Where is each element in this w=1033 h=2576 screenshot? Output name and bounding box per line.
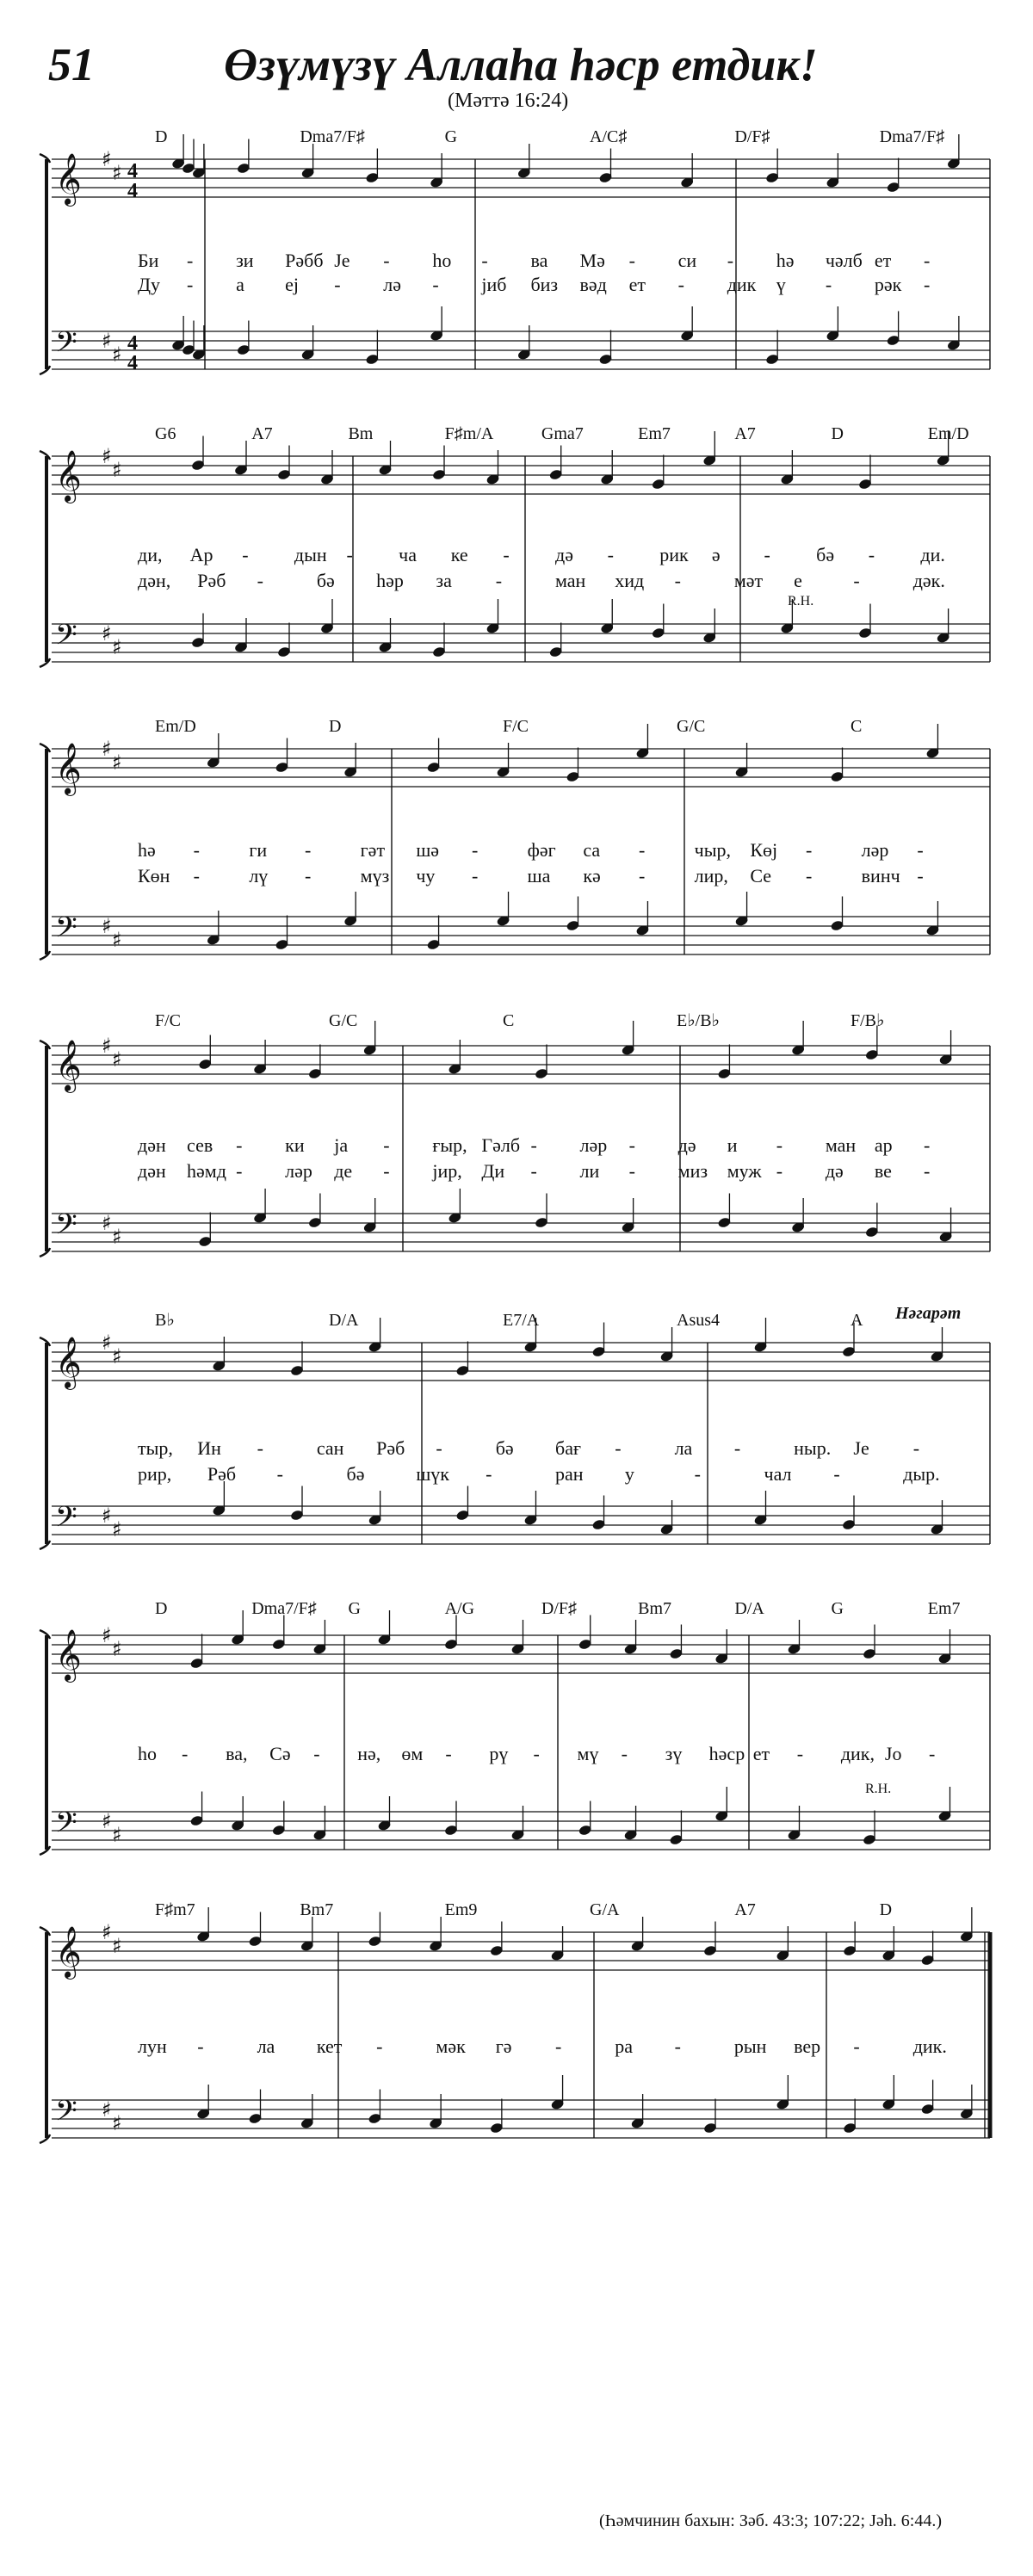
lyric-verse-2: - bbox=[806, 865, 813, 886]
key-sharp-f-icon: ♯ bbox=[102, 1623, 112, 1647]
chord-symbol: D bbox=[329, 717, 342, 736]
system-1 bbox=[40, 127, 990, 374]
system-3 bbox=[40, 717, 990, 960]
lyric-verse-2: чал bbox=[764, 1463, 792, 1485]
lyric-verse-1: - bbox=[481, 250, 488, 271]
lyric-verse-2: - bbox=[193, 865, 200, 886]
lyric-verse-2: һәмд bbox=[187, 1160, 226, 1182]
key-sharp-c-icon: ♯ bbox=[112, 635, 122, 659]
right-hand-marking: R.H. bbox=[788, 594, 814, 608]
treble-clef-icon: 𝄞 bbox=[55, 1926, 82, 1978]
lyric-verse-1: - bbox=[187, 250, 194, 271]
lyric-verse-2: - bbox=[917, 865, 924, 886]
treble-clef-icon: 𝄞 bbox=[55, 450, 82, 502]
lyric-verse-1: - bbox=[917, 839, 924, 861]
lyric-verse-2: һәр bbox=[376, 570, 404, 591]
lyric-verse-2: мәт bbox=[733, 570, 764, 591]
lyric-verse-1: вер bbox=[794, 2035, 821, 2057]
lyric-verse-2: лә bbox=[383, 274, 402, 295]
time-signature-top: 4 bbox=[127, 160, 138, 182]
lyric-verse-1: рын bbox=[733, 2035, 767, 2057]
lyric-verse-2: Рәб bbox=[207, 1463, 237, 1485]
lyric-verse-1: фәг bbox=[527, 839, 556, 861]
lyric-verse-1: зи bbox=[236, 250, 254, 271]
lyric-verse-2: - bbox=[833, 1463, 840, 1485]
lyric-verse-1: гә bbox=[495, 2035, 512, 2057]
lyric-verse-2: чу bbox=[416, 865, 436, 886]
chord-symbol: G bbox=[831, 1599, 844, 1618]
lyric-verse-2: муж bbox=[727, 1160, 762, 1182]
lyric-verse-2: бә bbox=[346, 1463, 365, 1485]
system-4 bbox=[40, 1011, 990, 1257]
lyric-verse-1: Көј bbox=[750, 839, 778, 861]
lyric-verse-2: бә bbox=[316, 570, 335, 591]
lyric-verse-1: ра bbox=[615, 2035, 634, 2057]
lyric-verse-1: дән bbox=[138, 1134, 166, 1156]
lyric-verse-1: ләр bbox=[579, 1134, 608, 1156]
lyric-verse-1: бә bbox=[495, 1437, 514, 1459]
lyric-verse-2: дән bbox=[138, 1160, 166, 1182]
lyric-verse-1: бағ bbox=[555, 1437, 581, 1459]
time-signature-top: 4 bbox=[127, 332, 138, 355]
key-sharp-f-icon: ♯ bbox=[102, 1504, 112, 1528]
key-sharp-c-icon: ♯ bbox=[112, 1517, 122, 1541]
lyric-verse-2: еј bbox=[285, 274, 300, 295]
lyric-verse-2: - bbox=[825, 274, 832, 295]
key-sharp-c-icon: ♯ bbox=[112, 2111, 122, 2135]
lyric-verse-1: рик bbox=[659, 544, 689, 565]
bass-clef-icon: 𝄢 bbox=[55, 2095, 77, 2134]
lyric-verse-1: hә bbox=[776, 250, 795, 271]
lyric-verse-1: Ар bbox=[189, 544, 213, 565]
chord-symbol: A7 bbox=[734, 424, 756, 443]
lyric-verse-2: - bbox=[776, 1160, 783, 1182]
chord-symbol: A bbox=[851, 1311, 863, 1330]
scripture-reference: (Мәттә 16:24) bbox=[448, 90, 569, 112]
chord-symbol: Em/D bbox=[927, 424, 969, 443]
song-title: Өзүмүзү Аллаһа һәср етдик! bbox=[224, 39, 818, 90]
lyric-verse-1: - bbox=[607, 544, 614, 565]
lyric-verse-1: мү bbox=[577, 1743, 599, 1764]
chord-symbol: F/C bbox=[155, 1011, 182, 1030]
chord-symbol: G/C bbox=[677, 717, 706, 736]
lyric-verse-1: бә bbox=[816, 544, 835, 565]
lyric-verse-1: - bbox=[346, 544, 353, 565]
key-sharp-c-icon: ♯ bbox=[112, 1637, 122, 1661]
key-sharp-c-icon: ♯ bbox=[112, 1823, 122, 1847]
lyric-verse-2: дәк. bbox=[912, 570, 945, 591]
lyric-verse-1: - bbox=[555, 2035, 562, 2057]
key-sharp-c-icon: ♯ bbox=[112, 751, 122, 775]
lyric-verse-2: - bbox=[694, 1463, 701, 1485]
lyric-verse-2: - bbox=[236, 1160, 243, 1182]
lyric-verse-1: hо bbox=[432, 250, 452, 271]
lyric-verse-1: - bbox=[197, 2035, 204, 2057]
lyric-verse-1: Сә bbox=[269, 1743, 291, 1764]
chord-symbol: G6 bbox=[155, 424, 176, 443]
lyric-verse-2: јиб bbox=[481, 274, 507, 295]
lyric-verse-1: - bbox=[928, 1743, 936, 1764]
right-hand-marking: R.H. bbox=[865, 1782, 892, 1796]
chord-symbol: A/C♯ bbox=[590, 127, 628, 146]
lyric-verse-1: - bbox=[242, 544, 249, 565]
lyric-verse-1: ки bbox=[285, 1134, 305, 1156]
lyric-verse-1: и bbox=[727, 1134, 738, 1156]
chord-symbol: A/G bbox=[444, 1599, 475, 1618]
lyric-verse-2: ве bbox=[874, 1160, 892, 1182]
lyric-verse-2: - bbox=[383, 1160, 390, 1182]
lyric-verse-2: за bbox=[436, 570, 452, 591]
lyric-verse-1: дын bbox=[294, 544, 327, 565]
key-sharp-c-icon: ♯ bbox=[112, 458, 122, 482]
lyric-verse-2: - bbox=[853, 570, 860, 591]
lyric-verse-1: - bbox=[236, 1134, 243, 1156]
bass-clef-icon: 𝄢 bbox=[55, 1501, 77, 1541]
key-sharp-c-icon: ♯ bbox=[112, 161, 122, 185]
lyric-verse-2: дик bbox=[727, 274, 757, 295]
lyric-verse-1: - bbox=[257, 1437, 263, 1459]
chord-symbol: G/C bbox=[329, 1011, 358, 1030]
lyric-verse-1: чыр, bbox=[694, 839, 732, 861]
lyric-verse-1: - bbox=[503, 544, 510, 565]
key-sharp-f-icon: ♯ bbox=[102, 444, 112, 468]
key-sharp-c-icon: ♯ bbox=[112, 1344, 122, 1368]
lyric-verse-1: - bbox=[776, 1134, 783, 1156]
lyric-verse-1: ет bbox=[874, 250, 892, 271]
chord-symbol: Em/D bbox=[155, 717, 196, 736]
key-sharp-f-icon: ♯ bbox=[102, 2097, 112, 2122]
lyric-verse-2: - bbox=[334, 274, 341, 295]
lyric-verse-2: шүк bbox=[416, 1463, 449, 1485]
lyric-verse-1: - bbox=[806, 839, 813, 861]
lyric-verse-1: зү bbox=[665, 1743, 683, 1764]
treble-clef-icon: 𝄞 bbox=[55, 153, 82, 205]
lyric-verse-2: - bbox=[923, 1160, 931, 1182]
lyric-verse-2: миз bbox=[677, 1160, 708, 1182]
chord-symbol: Dma7/F♯ bbox=[300, 127, 365, 146]
lyric-verse-2: ман bbox=[555, 570, 586, 591]
chord-symbol: D bbox=[831, 424, 844, 443]
lyric-verse-1: ар bbox=[874, 1134, 893, 1156]
lyric-verse-2: - bbox=[276, 1463, 283, 1485]
lyric-verse-1: кет bbox=[316, 2035, 343, 2057]
lyric-verse-1: - bbox=[533, 1743, 540, 1764]
system-5 bbox=[40, 1304, 990, 1549]
lyric-verse-1: - bbox=[923, 250, 931, 271]
lyric-verse-1: ча bbox=[399, 544, 417, 565]
lyric-verse-1: ғыр, bbox=[432, 1134, 467, 1156]
key-sharp-c-icon: ♯ bbox=[112, 928, 122, 952]
lyric-verse-1: - bbox=[383, 250, 390, 271]
lyric-verse-2: - bbox=[923, 274, 931, 295]
lyric-verse-1: - bbox=[193, 839, 200, 861]
lyric-verse-1: - bbox=[615, 1437, 622, 1459]
lyric-verse-1: Ин bbox=[197, 1437, 221, 1459]
lyric-verse-2: мүз bbox=[360, 865, 390, 886]
chord-symbol: Dma7/F♯ bbox=[879, 127, 945, 146]
lyric-verse-1: сев bbox=[187, 1134, 213, 1156]
lyric-verse-1: - bbox=[912, 1437, 920, 1459]
treble-clef-icon: 𝄞 bbox=[55, 1040, 82, 1091]
chord-symbol: F/B♭ bbox=[851, 1011, 885, 1030]
lyric-verse-2: хид bbox=[615, 570, 645, 591]
lyric-verse-2: Ди bbox=[481, 1160, 505, 1182]
chord-symbol: G bbox=[348, 1599, 361, 1618]
lyric-verse-2: ет bbox=[628, 274, 646, 295]
lyric-verse-1: дик, bbox=[840, 1743, 875, 1764]
lyric-verse-1: ја bbox=[334, 1134, 349, 1156]
lyric-verse-1: - bbox=[727, 250, 734, 271]
bass-clef-icon: 𝄢 bbox=[55, 911, 77, 951]
lyric-verse-2: Се bbox=[750, 865, 772, 886]
lyric-verse-2: - bbox=[530, 1160, 537, 1182]
key-sharp-f-icon: ♯ bbox=[102, 1034, 112, 1058]
lyric-verse-2: јир, bbox=[432, 1160, 462, 1182]
chord-symbol: G bbox=[444, 127, 458, 146]
lyric-verse-2: лү bbox=[249, 865, 269, 886]
lyric-verse-2: дә bbox=[825, 1160, 844, 1182]
lyric-verse-1: Je bbox=[853, 1437, 869, 1459]
lyric-verse-1: Je bbox=[334, 250, 350, 271]
bass-clef-icon: 𝄢 bbox=[55, 326, 77, 366]
lyric-verse-1: һәср bbox=[708, 1743, 745, 1764]
treble-clef-icon: 𝄞 bbox=[55, 1629, 82, 1681]
lyric-verse-1: ди, bbox=[138, 544, 163, 565]
lyric-verse-1: чәлб bbox=[825, 250, 863, 271]
chord-symbol: G/A bbox=[590, 1900, 620, 1919]
lyric-verse-1: шә bbox=[416, 839, 440, 861]
chord-symbol: A7 bbox=[734, 1900, 756, 1919]
treble-clef-icon: 𝄞 bbox=[55, 1337, 82, 1388]
lyric-verse-1: - bbox=[868, 544, 875, 565]
lyric-verse-1: һә bbox=[138, 839, 156, 861]
lyric-verse-1: ла bbox=[674, 1437, 693, 1459]
lyric-verse-1: - bbox=[472, 839, 479, 861]
lyric-verse-1: рү bbox=[489, 1743, 509, 1764]
key-sharp-f-icon: ♯ bbox=[102, 914, 112, 938]
treble-clef-icon: 𝄞 bbox=[55, 743, 82, 794]
lyric-verse-1: ә bbox=[711, 544, 721, 565]
lyric-verse-1: өм bbox=[401, 1743, 424, 1764]
lyric-verse-2: ша bbox=[527, 865, 551, 886]
lyric-verse-1: Гәлб bbox=[481, 1134, 521, 1156]
chord-symbol: Bm7 bbox=[638, 1599, 672, 1618]
chord-symbol: D bbox=[155, 127, 168, 146]
lyric-verse-1: - bbox=[305, 839, 312, 861]
key-sharp-f-icon: ♯ bbox=[102, 621, 112, 646]
lyric-verse-1: - bbox=[639, 839, 646, 861]
chord-symbol: Gma7 bbox=[541, 424, 584, 443]
chord-symbol: F♯m7 bbox=[155, 1900, 195, 1919]
lyric-verse-2: Көн bbox=[138, 865, 170, 886]
key-sharp-f-icon: ♯ bbox=[102, 1331, 112, 1355]
lyric-verse-1: сан bbox=[316, 1437, 344, 1459]
chord-symbol: E♭/B♭ bbox=[677, 1011, 720, 1030]
chord-symbol: Em7 bbox=[638, 424, 671, 443]
lyric-verse-1: тыр, bbox=[138, 1437, 173, 1459]
bass-clef-icon: 𝄢 bbox=[55, 1208, 77, 1248]
lyric-verse-1: Би bbox=[138, 250, 159, 271]
chord-symbol: B♭ bbox=[155, 1311, 175, 1330]
lyric-verse-2: - bbox=[677, 274, 684, 295]
lyric-verse-1: - bbox=[674, 2035, 681, 2057]
key-sharp-f-icon: ♯ bbox=[102, 1920, 112, 1944]
bass-clef-icon: 𝄢 bbox=[55, 1807, 77, 1846]
chord-symbol: D/A bbox=[734, 1599, 764, 1618]
lyric-verse-2: ран bbox=[555, 1463, 584, 1485]
lyric-verse-1: - bbox=[621, 1743, 628, 1764]
lyric-verse-1: - bbox=[383, 1134, 390, 1156]
lyric-verse-2: - bbox=[257, 570, 263, 591]
lyric-verse-1: - bbox=[628, 1134, 635, 1156]
lyric-verse-2: Рәб bbox=[197, 570, 226, 591]
lyric-verse-2: рир, bbox=[138, 1463, 172, 1485]
lyric-verse-1: гәт bbox=[360, 839, 386, 861]
lyric-verse-1: ләр bbox=[861, 839, 889, 861]
chord-symbol: D bbox=[879, 1900, 893, 1919]
lyric-verse-1: Jо bbox=[884, 1743, 902, 1764]
chord-symbol: Dma7/F♯ bbox=[251, 1599, 317, 1618]
lyric-verse-1: ги bbox=[249, 839, 268, 861]
lyric-verse-1: Мә bbox=[579, 250, 605, 271]
lyric-verse-1: - bbox=[313, 1743, 320, 1764]
chord-symbol: D/F♯ bbox=[541, 1599, 578, 1618]
lyric-verse-2: - bbox=[187, 274, 194, 295]
lyric-verse-1: - bbox=[796, 1743, 804, 1764]
lyric-verse-2: - bbox=[639, 865, 646, 886]
lyric-verse-2: вәд bbox=[579, 274, 607, 295]
lyric-verse-1: нә, bbox=[357, 1743, 381, 1764]
song-number: 51 bbox=[48, 39, 95, 90]
lyric-verse-2: - bbox=[495, 570, 503, 591]
lyric-verse-1: са bbox=[583, 839, 601, 861]
lyric-verse-1: дик. bbox=[912, 2035, 947, 2057]
chord-symbol: A7 bbox=[251, 424, 273, 443]
key-sharp-f-icon: ♯ bbox=[102, 1211, 112, 1235]
lyric-verse-1: Рәбб bbox=[285, 250, 324, 271]
chord-symbol: F/C bbox=[503, 717, 529, 736]
key-sharp-c-icon: ♯ bbox=[112, 1934, 122, 1958]
lyric-verse-2: ләр bbox=[285, 1160, 312, 1182]
key-sharp-f-icon: ♯ bbox=[102, 1809, 112, 1833]
chord-symbol: Bm7 bbox=[300, 1900, 334, 1919]
bass-clef-icon: 𝄢 bbox=[55, 619, 77, 658]
lyric-verse-2: биз bbox=[530, 274, 559, 295]
lyric-verse-1: hо bbox=[138, 1743, 157, 1764]
chord-symbol: C bbox=[503, 1011, 515, 1030]
chord-symbol: E7/A bbox=[503, 1311, 540, 1330]
lyric-verse-1: дә bbox=[677, 1134, 696, 1156]
lyric-verse-1: лун bbox=[138, 2035, 167, 2057]
lyric-verse-1: ди. bbox=[920, 544, 945, 565]
lyric-verse-1: ман bbox=[825, 1134, 857, 1156]
lyric-verse-1: - bbox=[376, 2035, 383, 2057]
lyric-verse-1: ла bbox=[257, 2035, 275, 2057]
chord-symbol: Asus4 bbox=[677, 1311, 721, 1330]
lyric-verse-1: - bbox=[853, 2035, 860, 2057]
lyric-verse-1: ке bbox=[450, 544, 468, 565]
lyric-verse-2: - bbox=[628, 1160, 635, 1182]
lyric-verse-2: лир, bbox=[694, 865, 728, 886]
lyric-verse-2: дән, bbox=[138, 570, 171, 591]
chord-symbol: C bbox=[851, 717, 863, 736]
key-sharp-f-icon: ♯ bbox=[102, 147, 112, 171]
lyric-verse-2: кә bbox=[583, 865, 601, 886]
key-sharp-f-icon: ♯ bbox=[102, 737, 112, 761]
lyric-verse-2: е bbox=[794, 570, 802, 591]
lyric-verse-1: дә bbox=[555, 544, 573, 565]
lyric-verse-2: ли bbox=[579, 1160, 600, 1182]
time-signature-bottom: 4 bbox=[127, 352, 138, 374]
lyric-verse-1: - bbox=[445, 1743, 452, 1764]
chord-symbol: Bm bbox=[348, 424, 374, 443]
lyric-verse-1: ет bbox=[752, 1743, 770, 1764]
lyric-verse-2: - bbox=[472, 865, 479, 886]
lyric-verse-2: рәк bbox=[874, 274, 902, 295]
lyric-verse-1: Рәб bbox=[376, 1437, 405, 1459]
lyric-verse-2: у bbox=[624, 1463, 634, 1485]
tempo-marking: Нәгарәт bbox=[895, 1304, 962, 1323]
lyric-verse-1: ва, bbox=[226, 1743, 248, 1764]
lyric-verse-1: - bbox=[923, 1134, 931, 1156]
chord-symbol: F♯m/A bbox=[444, 424, 494, 443]
lyric-verse-2: ү bbox=[776, 274, 786, 295]
key-sharp-c-icon: ♯ bbox=[112, 1225, 122, 1249]
lyric-verse-1: - bbox=[530, 1134, 537, 1156]
lyric-verse-2: а bbox=[236, 274, 244, 295]
time-signature-bottom: 4 bbox=[127, 180, 138, 202]
lyric-verse-2: - bbox=[305, 865, 312, 886]
lyric-verse-1: - bbox=[628, 250, 635, 271]
footnote-references: (Һәмчинин бахын: Зәб. 43:3; 107:22; Јәһ. 6:44.) bbox=[599, 2511, 942, 2530]
lyric-verse-1: - bbox=[182, 1743, 189, 1764]
lyric-verse-1: ва bbox=[530, 250, 548, 271]
key-sharp-c-icon: ♯ bbox=[112, 1047, 122, 1072]
lyric-verse-1: - bbox=[436, 1437, 442, 1459]
lyric-verse-1: - bbox=[764, 544, 770, 565]
chord-symbol: D bbox=[155, 1599, 168, 1618]
key-sharp-c-icon: ♯ bbox=[112, 343, 122, 367]
lyric-verse-2: - bbox=[674, 570, 681, 591]
lyric-verse-1: мәк bbox=[436, 2035, 466, 2057]
system-7 bbox=[40, 1900, 990, 2143]
lyric-verse-2: Ду bbox=[138, 274, 161, 295]
system-6 bbox=[40, 1599, 990, 1855]
lyric-verse-1: си bbox=[677, 250, 697, 271]
system-2 bbox=[40, 424, 990, 667]
lyric-verse-2: де bbox=[334, 1160, 353, 1182]
chord-symbol: Em7 bbox=[927, 1599, 961, 1618]
chord-symbol: Em9 bbox=[444, 1900, 478, 1919]
key-sharp-f-icon: ♯ bbox=[102, 329, 112, 353]
lyric-verse-2: - bbox=[432, 274, 439, 295]
chord-symbol: D/A bbox=[329, 1311, 359, 1330]
lyric-verse-1: - bbox=[733, 1437, 741, 1459]
lyric-verse-2: винч bbox=[861, 865, 900, 886]
lyric-verse-2: - bbox=[486, 1463, 492, 1485]
chord-symbol: D/F♯ bbox=[734, 127, 770, 146]
lyric-verse-1: ныр. bbox=[794, 1437, 832, 1459]
lyric-verse-2: дыр. bbox=[903, 1463, 940, 1485]
